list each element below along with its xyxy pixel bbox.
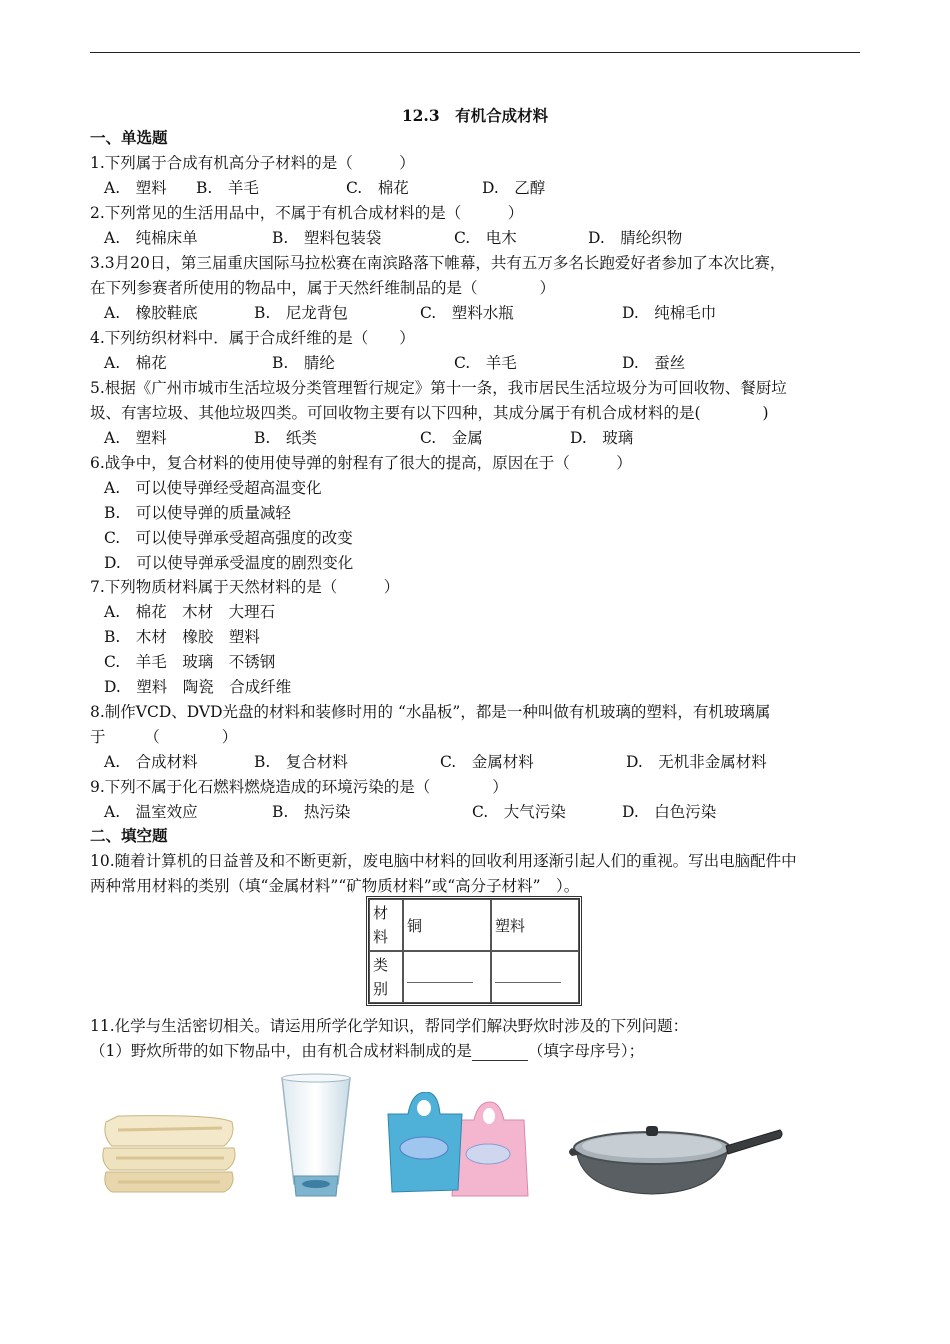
- q3-option-d[interactable]: D. 纯棉毛巾: [622, 304, 717, 322]
- plastic-category-blank[interactable]: [491, 951, 579, 1003]
- q9-option-a[interactable]: A. 温室效应: [104, 803, 198, 821]
- question-11-stem: 11.化学与生活密切相关。请运用所学化学知识，帮同学们解决野炊时涉及的下列问题：: [90, 1017, 689, 1035]
- q3-option-b[interactable]: B. 尼龙背包: [254, 304, 348, 322]
- q4-option-b[interactable]: B. 腈纶: [272, 354, 335, 372]
- question-9-stem: 9.下列不属于化石燃料燃烧造成的环境污染的是（ ）: [90, 778, 508, 796]
- question-3-stem: 3.3月20日，第三届重庆国际马拉松赛在南滨路落下帷幕，共有五万多名长跑爱好者参加了本次比赛，: [90, 254, 786, 272]
- q3-option-c[interactable]: C. 塑料水瓶: [420, 304, 514, 322]
- towel-image: [98, 1100, 240, 1200]
- q8-option-c[interactable]: C. 金属材料: [440, 753, 534, 771]
- q2-option-c[interactable]: C. 电木: [454, 229, 517, 247]
- page-title: 12.3 有机合成材料: [401, 106, 549, 125]
- question-8-stem: 8.制作VCD、DVD光盘的材料和装修时用的 “水晶板”，都是一种叫做有机玻璃的塑料，有机玻璃属: [90, 703, 771, 721]
- section-heading-fill-in: 二、填空题: [90, 826, 168, 845]
- q5-option-c[interactable]: C. 金属: [420, 429, 483, 447]
- section-heading-single-choice: 一、单选题: [90, 128, 168, 147]
- q7-option-c[interactable]: C. 羊毛 玻璃 不锈钢: [104, 653, 276, 671]
- q7-option-a[interactable]: A. 棉花 木材 大理石: [104, 603, 276, 621]
- q3-option-a[interactable]: A. 橡胶鞋底: [104, 304, 198, 322]
- row-head-category: 类别: [369, 951, 403, 1003]
- q2-option-d[interactable]: D. 腈纶织物: [588, 229, 683, 247]
- question-8-stem-cont: 于 （ ）: [90, 728, 238, 746]
- q11-sub1-tail: （填字母序号）；: [527, 1042, 645, 1060]
- question-10-stem: 10.随着计算机的日益普及和不断更新，废电脑中材料的回收利用逐渐引起人们的重视。写出电脑配件中: [90, 852, 797, 870]
- q5-option-d[interactable]: D. 玻璃: [570, 429, 634, 447]
- cell-plastic: 塑料: [491, 899, 579, 951]
- q4-option-c[interactable]: C. 羊毛: [454, 354, 517, 372]
- q9-option-b[interactable]: B. 热污染: [272, 803, 351, 821]
- question-1-stem: 1.下列属于合成有机高分子材料的是（ ）: [90, 154, 415, 172]
- header-rule: [90, 52, 860, 53]
- q5-option-a[interactable]: A. 塑料: [104, 429, 167, 447]
- q1-option-d[interactable]: D. 乙醇: [482, 179, 546, 197]
- q1-option-a[interactable]: A. 塑料: [104, 179, 167, 197]
- cell-copper: 铜: [403, 899, 491, 951]
- q11-sub1-text: （1）野炊所带的如下物品中，由有机合成材料制成的是: [90, 1042, 472, 1060]
- q11-answer-blank[interactable]: [472, 1044, 528, 1061]
- q8-option-b[interactable]: B. 复合材料: [254, 753, 348, 771]
- glass-cup-image: [276, 1072, 356, 1202]
- q1-option-c[interactable]: C. 棉花: [346, 179, 409, 197]
- q6-option-c[interactable]: C. 可以使导弹承受超高强度的改变: [104, 529, 353, 547]
- answer-blank[interactable]: [495, 968, 561, 983]
- q9-option-c[interactable]: C. 大气污染: [472, 803, 566, 821]
- question-3-stem-cont: 在下列参赛者所使用的物品中，属于天然纤维制品的是（ ）: [90, 279, 556, 297]
- material-table: [366, 896, 582, 1006]
- q6-option-a[interactable]: A. 可以使导弹经受超高温变化: [104, 479, 322, 497]
- q4-option-a[interactable]: A. 棉花: [104, 354, 167, 372]
- q1-option-b[interactable]: B. 羊毛: [196, 179, 259, 197]
- question-5-stem: 5.根据《广州市城市生活垃圾分类管理暂行规定》第十一条，我市居民生活垃圾分为可回收物、餐厨垃: [90, 379, 787, 397]
- question-2-stem: 2.下列常见的生活用品中，不属于有机合成材料的是（ ）: [90, 204, 524, 222]
- question-5-stem-cont: 圾、有害垃圾、其他垃圾四类。可回收物主要有以下四种，其成分属于有机合成材料的是( ): [90, 404, 769, 422]
- q6-option-d[interactable]: D. 可以使导弹承受温度的剧烈变化: [104, 554, 354, 572]
- question-11-sub1: [90, 1041, 644, 1061]
- q8-option-a[interactable]: A. 合成材料: [104, 753, 198, 771]
- q7-option-d[interactable]: D. 塑料 陶瓷 合成纤维: [104, 678, 292, 696]
- plastic-bags-image: [382, 1092, 532, 1200]
- q2-option-b[interactable]: B. 塑料包装袋: [272, 229, 382, 247]
- q7-option-b[interactable]: B. 木材 橡胶 塑料: [104, 628, 260, 646]
- q6-option-b[interactable]: B. 可以使导弹的质量减轻: [104, 504, 291, 522]
- q9-option-d[interactable]: D. 白色污染: [622, 803, 717, 821]
- q8-option-d[interactable]: D. 无机非金属材料: [626, 753, 767, 771]
- question-4-stem: 4.下列纺织材料中．属于合成纤维的是（ ）: [90, 329, 415, 347]
- question-6-stem: 6.战争中，复合材料的使用使导弹的射程有了很大的提高，原因在于（ ）: [90, 454, 632, 472]
- q4-option-d[interactable]: D. 蚕丝: [622, 354, 686, 372]
- wok-pan-image: [566, 1108, 786, 1200]
- question-10-stem-cont: 两种常用材料的类别（填“金属材料”“矿物质材料”或“高分子材料” ）。: [90, 877, 580, 895]
- row-head-material: 材料: [369, 899, 403, 951]
- q5-option-b[interactable]: B. 纸类: [254, 429, 317, 447]
- copper-category-blank[interactable]: [403, 951, 491, 1003]
- question-7-stem: 7.下列物质材料属于天然材料的是（ ）: [90, 578, 400, 596]
- q2-option-a[interactable]: A. 纯棉床单: [104, 229, 198, 247]
- answer-blank[interactable]: [407, 968, 473, 983]
